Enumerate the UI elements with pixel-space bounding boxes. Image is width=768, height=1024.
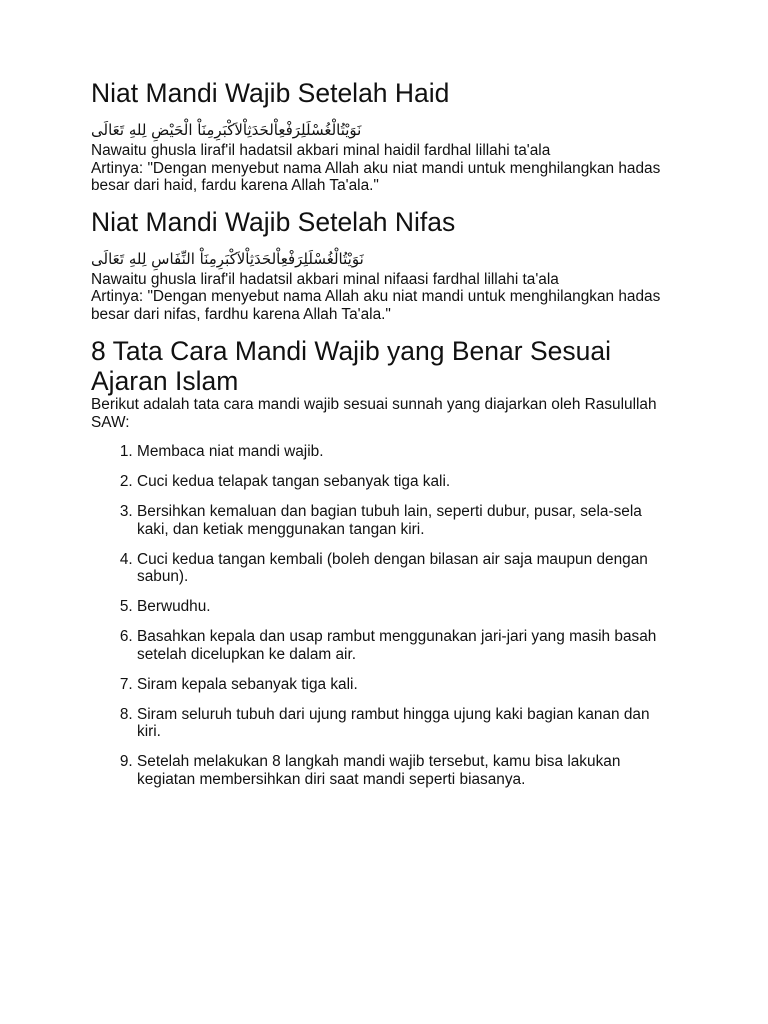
meaning-niat-haid: Artinya: "Dengan menyebut nama Allah aku niat mandi untuk menghilangkan hadas besar dari haid, fardu karena Allah Ta'ala." bbox=[91, 159, 661, 194]
list-item: 7. Siram kepala sebanyak tiga kali. bbox=[137, 676, 672, 694]
list-item: 8. Siram seluruh tubuh dari ujung rambut hingga ujung kaki bagian kanan dan kiri. bbox=[137, 706, 672, 741]
heading-niat-haid: Niat Mandi Wajib Setelah Haid bbox=[91, 78, 450, 108]
latin-niat-haid: Nawaitu ghusla liraf'il hadatsil akbari minal haidil fardhal lillahi ta'ala bbox=[91, 142, 551, 159]
list-item: 1. Membaca niat mandi wajib. bbox=[137, 443, 672, 461]
heading-niat-nifas: Niat Mandi Wajib Setelah Nifas bbox=[91, 206, 456, 237]
list-item: 5. Berwudhu. bbox=[137, 598, 672, 616]
list-item: 3. Bersihkan kemaluan dan bagian tubuh lain, seperti dubur, pusar, sela-sela kaki, dan ketiak menggunakan tangan kiri. bbox=[137, 503, 672, 538]
list-item: 6. Basahkan kepala dan usap rambut menggunakan jari-jari yang masih basah setelah dicelupkan ke dalam air. bbox=[137, 628, 672, 663]
steps-list bbox=[91, 443, 672, 788]
meaning-niat-nifas: Artinya: "Dengan menyebut nama Allah aku niat mandi untuk menghilangkan hadas besar dari nifas, fardhu karena Allah Ta'ala." bbox=[91, 288, 661, 323]
list-item: 2. Cuci kedua telapak tangan sebanyak tiga kali. bbox=[137, 473, 672, 491]
list-item: 4. Cuci kedua tangan kembali (boleh dengan bilasan air saja maupun dengan sabun). bbox=[137, 551, 672, 586]
arabic-niat-haid: نَوَيْتُالْغُسْلَلِرَفْعِاْلحَدَثِاْلاَكْبَرِمِنَاْ الْحَيْضِ لِلهِ تَعَالَى bbox=[91, 121, 362, 139]
arabic-niat-nifas: نَوَيْتُالْغُسْلَلِرَفْعِاْلحَدَثِاْلاَكْبَرِمِنَاْ النِّفَاسِ لِلهِ تَعَالَى bbox=[91, 249, 364, 268]
list-item: 9. Setelah melakukan 8 langkah mandi wajib tersebut, kamu bisa lakukan kegiatan membersihkan diri saat mandi seperti biasanya. bbox=[137, 753, 672, 788]
heading-tata-cara: 8 Tata Cara Mandi Wajib yang Benar Sesuai Ajaran Islam bbox=[91, 336, 611, 396]
latin-niat-nifas: Nawaitu ghusla liraf'il hadatsil akbari minal nifaasi fardhal lillahi ta'ala bbox=[91, 270, 559, 288]
intro-tata-cara: Berikut adalah tata cara mandi wajib sesuai sunnah yang diajarkan oleh Rasulullah SAW: bbox=[91, 396, 657, 431]
